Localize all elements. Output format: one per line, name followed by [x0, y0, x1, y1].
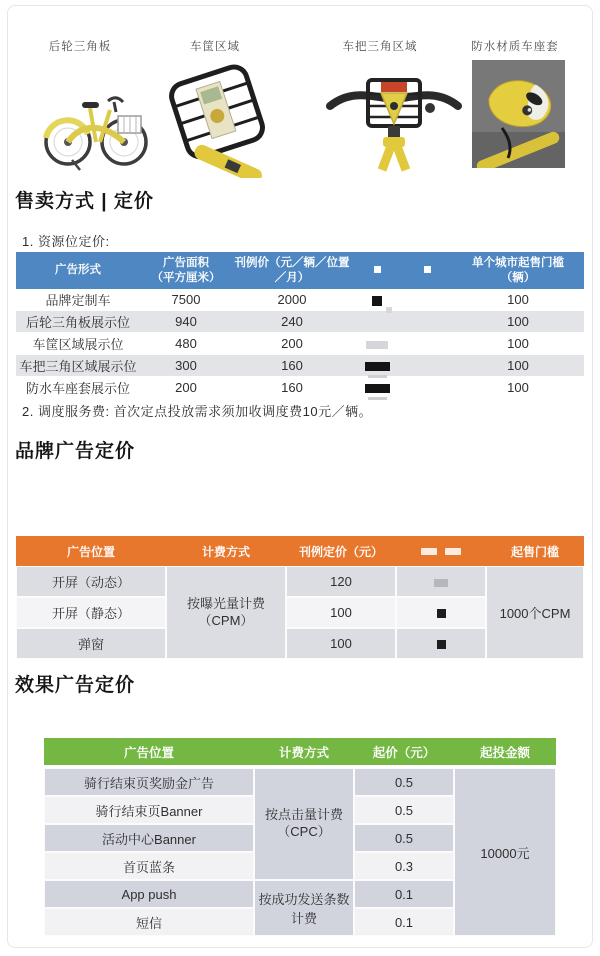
photo-label-seat-cover: 防水材质车座套: [471, 41, 559, 53]
ad-position: 开屏（静态）: [16, 597, 166, 628]
seat-cover-photo: [472, 60, 565, 168]
section-title-selling: 售卖方式 | 定价: [15, 191, 154, 212]
col-redacted: [396, 536, 486, 566]
redaction-mark: [366, 341, 388, 349]
list-price: 100: [286, 597, 396, 628]
table-header-row: [16, 536, 584, 566]
col-city-threshold: 单个城市起售门槛 （辆）: [452, 252, 584, 289]
city-threshold: 100: [452, 311, 584, 333]
ad-position: 首页蓝条: [44, 852, 254, 880]
redaction-mark: [434, 579, 448, 587]
billing-method-sms: 按成功发送条数计费: [254, 880, 354, 936]
redaction-mark: [437, 640, 446, 649]
start-price: 0.5: [354, 768, 454, 796]
list-price: 240: [232, 311, 352, 333]
list-price: 2000: [232, 289, 352, 311]
bike-side-photo: [38, 66, 150, 179]
redacted-header-mark: [445, 548, 461, 555]
sale-threshold: 1000个CPM: [486, 566, 584, 659]
start-price: 0.3: [354, 852, 454, 880]
ad-format: 品牌定制车: [16, 289, 140, 311]
section-title-effect: 效果广告定价: [15, 675, 136, 696]
col-start-price: 起价（元）: [354, 738, 454, 768]
city-threshold: 100: [452, 289, 584, 311]
table-row: [16, 333, 584, 355]
col-ad-format: 广告形式: [16, 252, 140, 289]
redacted-header-mark: [374, 266, 381, 273]
table-row: [16, 311, 584, 333]
photo-label-handlebar-triangle: 车把三角区域: [342, 41, 418, 53]
effect-ad-pricing-table: [44, 738, 556, 936]
table-row: [16, 377, 584, 399]
ad-position: 活动中心Banner: [44, 824, 254, 852]
start-price: 0.1: [354, 880, 454, 908]
col-redacted-1: [352, 252, 402, 289]
redacted-cell: [352, 377, 402, 399]
handlebar-triangle-photo: [324, 62, 464, 179]
list-price: 160: [232, 355, 352, 377]
redaction-mark: [365, 384, 390, 393]
redaction-mark: [437, 609, 446, 618]
ad-position: 骑行结束页Banner: [44, 796, 254, 824]
ad-position: 弹窗: [16, 628, 166, 659]
start-price: 0.1: [354, 908, 454, 936]
redacted-cell: [396, 566, 486, 597]
section-title-brand: 品牌广告定价: [15, 441, 136, 462]
redacted-header-mark: [424, 266, 431, 273]
basket-area-photo: [167, 60, 267, 183]
list-price: 120: [286, 566, 396, 597]
photo-label-rear-triangle: 后轮三角板: [48, 41, 112, 53]
redacted-cell: [402, 311, 452, 333]
ad-area: 940: [140, 311, 232, 333]
min-investment: 10000元: [454, 768, 556, 936]
resource-pricing-note: 1. 资源位定价:: [22, 234, 110, 249]
redacted-cell: [402, 377, 452, 399]
ad-format: 后轮三角板展示位: [16, 311, 140, 333]
col-list-price: 刊例定价（元）: [286, 536, 396, 566]
redacted-cell: [396, 628, 486, 659]
ad-format: 防水车座套展示位: [16, 377, 140, 399]
ad-area: 480: [140, 333, 232, 355]
col-billing-method: 计费方式: [166, 536, 286, 566]
table-row: [16, 566, 584, 597]
ad-area: 300: [140, 355, 232, 377]
col-redacted-2: [402, 252, 452, 289]
list-price: 160: [232, 377, 352, 399]
redacted-cell: [402, 355, 452, 377]
table-row: [16, 289, 584, 311]
list-price: 100: [286, 628, 396, 659]
brand-ad-pricing-table: [16, 536, 584, 659]
redacted-cell: [402, 289, 452, 311]
table-row: [44, 768, 556, 796]
ad-position: 短信: [44, 908, 254, 936]
ad-area: 7500: [140, 289, 232, 311]
table-row: [16, 355, 584, 377]
redacted-cell: [352, 333, 402, 355]
start-price: 0.5: [354, 796, 454, 824]
col-list-price: 刊例价（元／辆／位置 ／月）: [232, 252, 352, 289]
resource-pricing-table: [16, 252, 584, 399]
redacted-cell: [402, 333, 452, 355]
list-price: 200: [232, 333, 352, 355]
redacted-cell: [352, 355, 402, 377]
photo-label-basket-area: 车筐区域: [190, 41, 240, 53]
ad-position: 开屏（动态）: [16, 566, 166, 597]
ad-area: 200: [140, 377, 232, 399]
col-ad-area: 广告面积 （平方厘米）: [140, 252, 232, 289]
table-header-row: [16, 252, 584, 289]
ad-position: App push: [44, 880, 254, 908]
city-threshold: 100: [452, 333, 584, 355]
col-ad-position: 广告位置: [44, 738, 254, 768]
city-threshold: 100: [452, 377, 584, 399]
ad-position: 骑行结束页奖励金广告: [44, 768, 254, 796]
city-threshold: 100: [452, 355, 584, 377]
billing-method: 按曝光量计费 （CPM）: [166, 566, 286, 659]
ad-format: 车筐区域展示位: [16, 333, 140, 355]
col-ad-position: 广告位置: [16, 536, 166, 566]
redaction-mark: [372, 296, 382, 306]
redacted-header-mark: [421, 548, 437, 555]
ad-format: 车把三角区域展示位: [16, 355, 140, 377]
table-header-row: [44, 738, 556, 768]
col-billing-method: 计费方式: [254, 738, 354, 768]
billing-method-cpc: 按点击量计费 （CPC）: [254, 768, 354, 880]
redacted-cell: [396, 597, 486, 628]
redacted-cell: [352, 289, 402, 311]
col-min-investment: 起投金额: [454, 738, 556, 768]
dispatch-fee-note: 2. 调度服务费: 首次定点投放需求须加收调度费10元／辆。: [22, 404, 373, 419]
redaction-mark: [365, 362, 390, 371]
start-price: 0.5: [354, 824, 454, 852]
redacted-cell: [352, 311, 402, 333]
col-sale-threshold: 起售门槛: [486, 536, 584, 566]
